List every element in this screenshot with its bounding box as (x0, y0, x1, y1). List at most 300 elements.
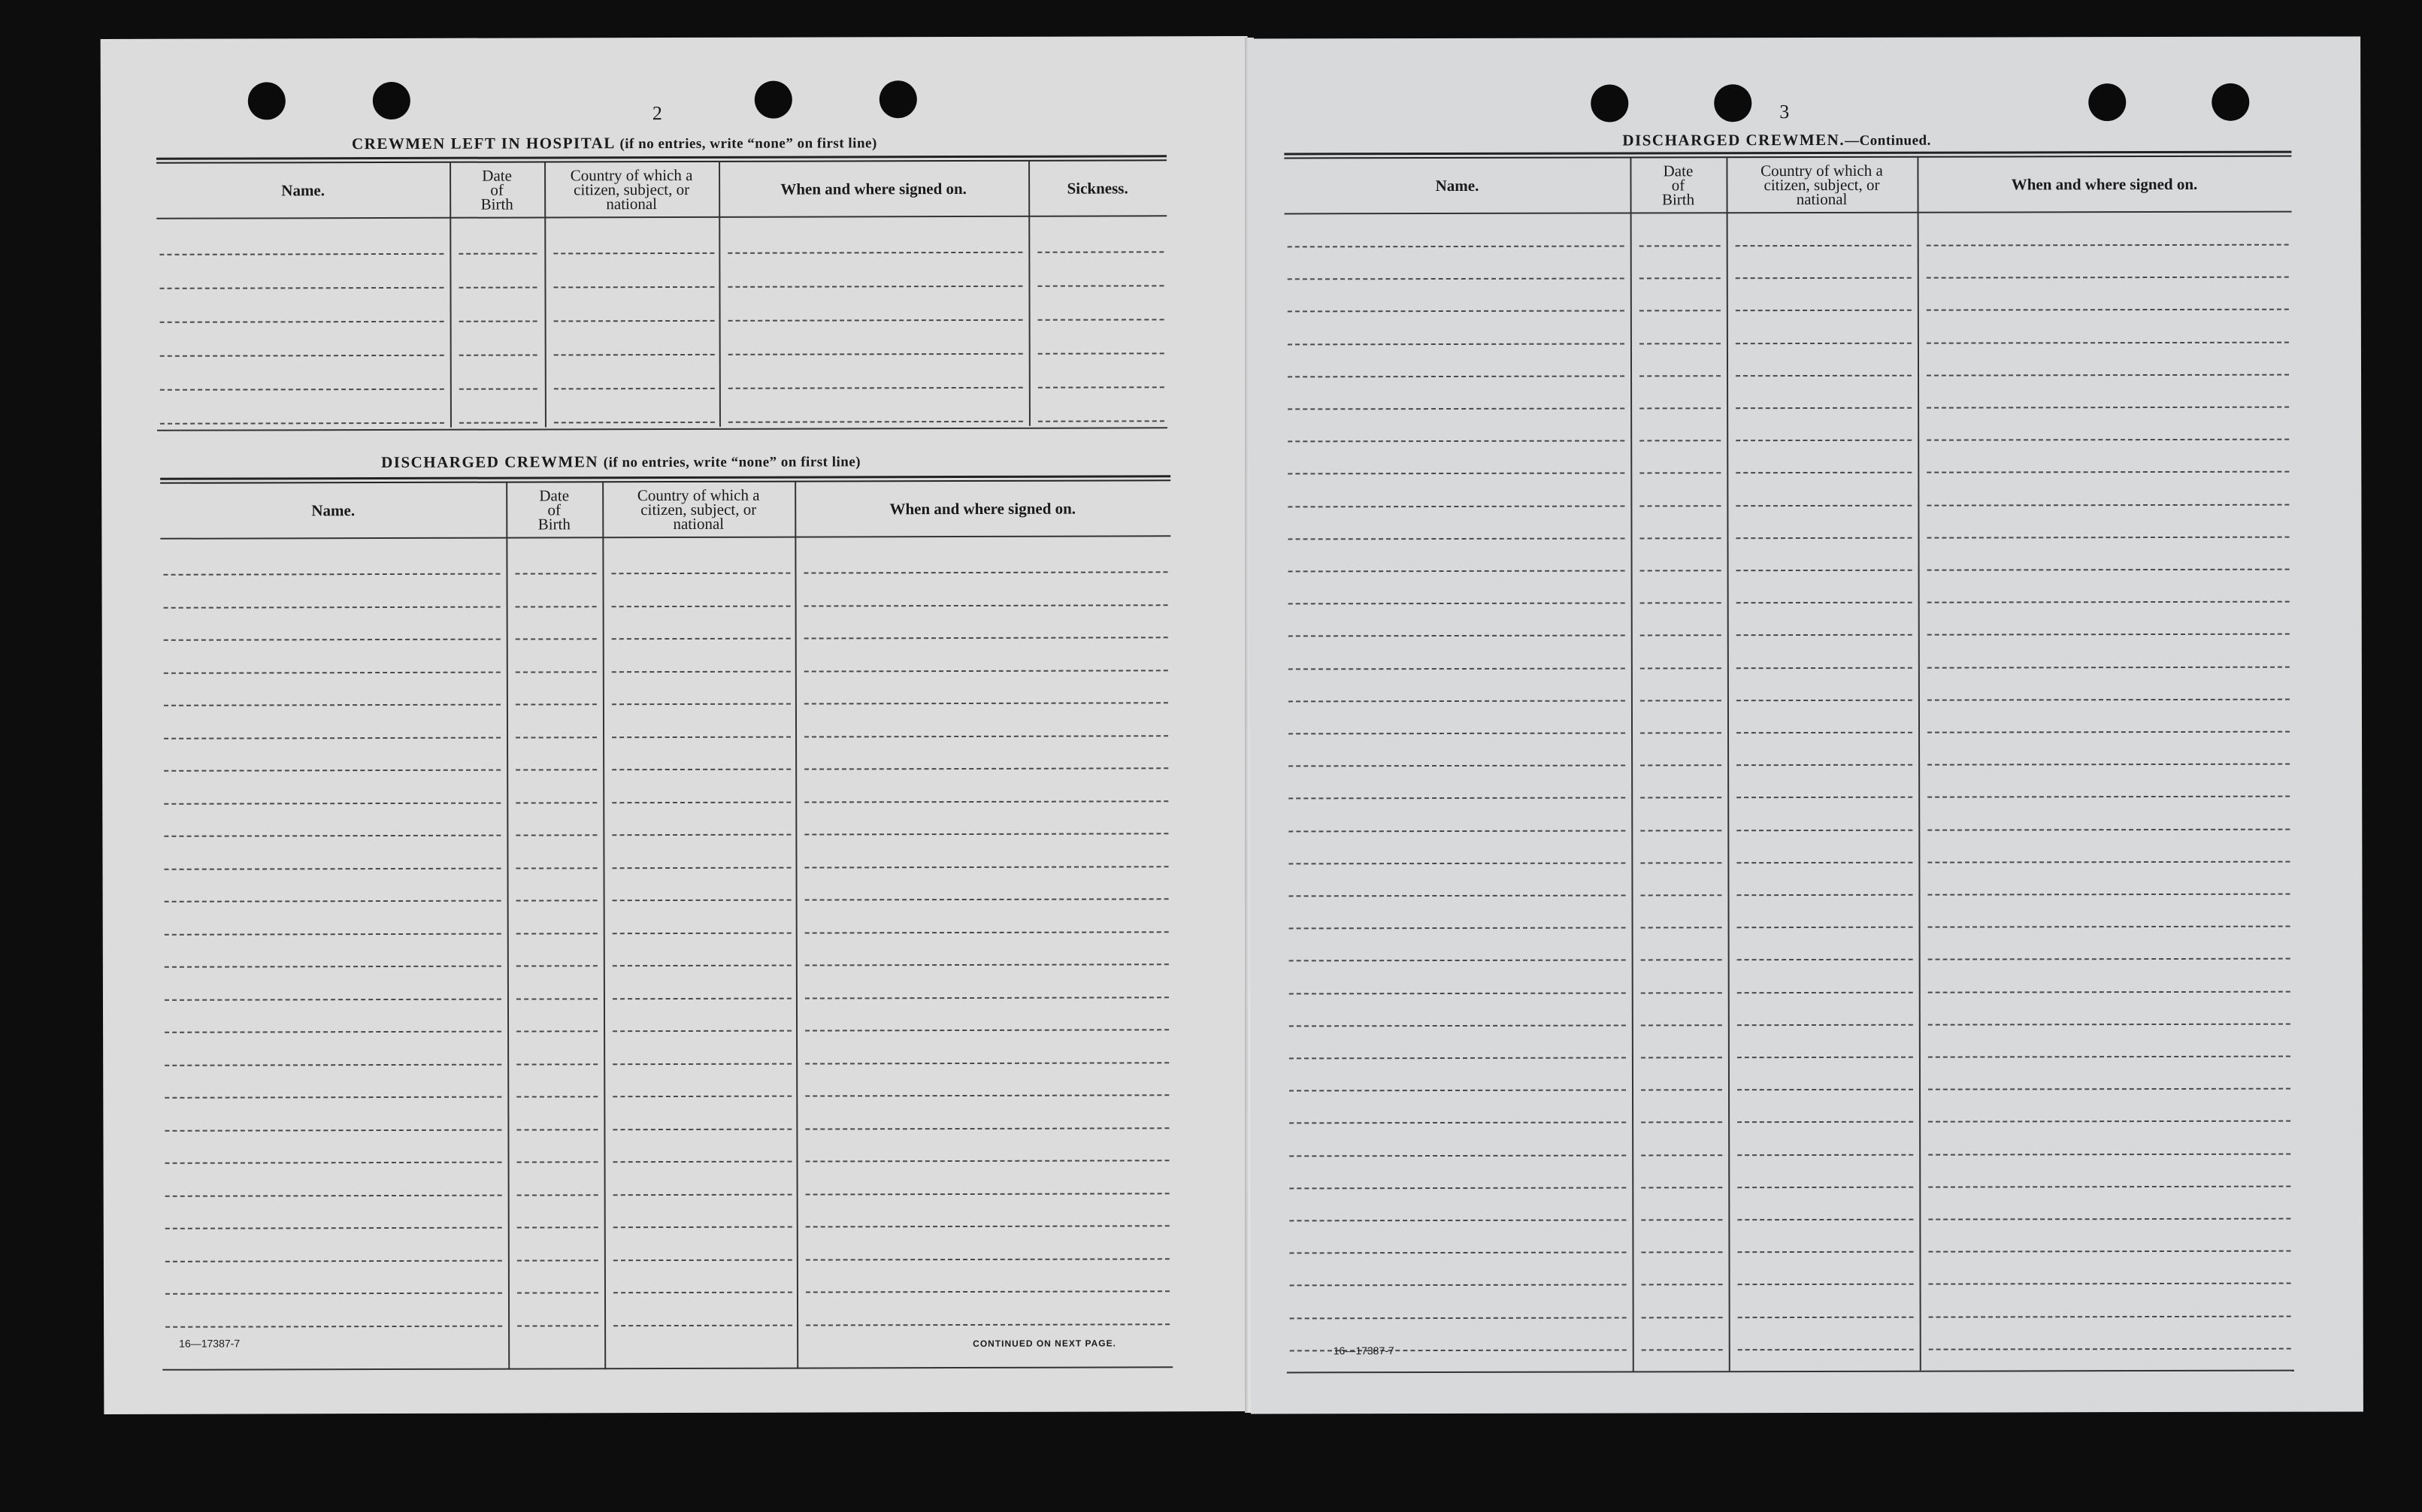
dotted-entry-line (516, 736, 597, 738)
blank-entry-row (1285, 407, 2292, 409)
dotted-entry-line (1288, 537, 1624, 540)
dotted-entry-line (1288, 278, 1624, 280)
dotted-entry-line (1288, 797, 1625, 800)
dotted-entry-line (165, 1096, 501, 1099)
dotted-entry-line (1289, 927, 1626, 930)
dotted-entry-line (1289, 1187, 1626, 1189)
blank-entry-row (1285, 860, 2293, 863)
dotted-entry-line (1737, 1219, 1913, 1220)
blank-entry-row (162, 963, 1172, 966)
dotted-entry-line (1736, 602, 1912, 603)
dotted-entry-line (804, 767, 1168, 770)
dotted-entry-line (1927, 894, 2290, 896)
dotted-entry-line (1640, 635, 1721, 637)
dotted-entry-line (165, 900, 501, 903)
punch-hole (1714, 84, 1751, 122)
dotted-entry-line (516, 1030, 598, 1032)
dotted-entry-line (1927, 634, 2290, 636)
dotted-entry-line (1038, 352, 1164, 354)
dotted-entry-line (1737, 1024, 1913, 1025)
blank-entry-row (1286, 958, 2293, 960)
blank-entry-row (156, 251, 1167, 254)
dotted-entry-line (613, 1128, 792, 1130)
dotted-entry-line (1927, 407, 2289, 409)
column-divider (1630, 158, 1633, 1371)
dotted-entry-line (612, 736, 791, 738)
blank-entry-row (1286, 1056, 2293, 1058)
dotted-entry-line (160, 389, 444, 391)
hospital-section-title (352, 133, 877, 153)
dotted-entry-line (1737, 991, 1913, 993)
dotted-entry-line (516, 834, 597, 836)
column-header-country: Country of which a citizen, subject, or national (1760, 161, 1883, 208)
hospital-title-instruction: (if no entries, write “none” on first line) (619, 135, 877, 153)
dotted-entry-line (1641, 992, 1722, 993)
blank-entry-row (161, 833, 1171, 836)
blank-entry-row (157, 352, 1167, 355)
dotted-entry-line (160, 422, 444, 425)
dotted-entry-line (613, 1292, 792, 1294)
blank-entry-row (161, 800, 1171, 803)
dotted-entry-line (1737, 1154, 1913, 1155)
punch-hole (373, 82, 410, 119)
dotted-entry-line (806, 1160, 1170, 1162)
dotted-entry-line (459, 253, 537, 254)
dotted-entry-line (804, 571, 1167, 573)
blank-entry-row (157, 386, 1167, 389)
dotted-entry-line (159, 253, 444, 256)
blank-entry-row (1286, 1218, 2293, 1220)
dotted-entry-line (804, 735, 1168, 737)
dotted-entry-line (1289, 1154, 1626, 1157)
column-divider (602, 482, 606, 1369)
dotted-entry-line (1928, 926, 2290, 928)
blank-entry-row (1285, 894, 2293, 896)
dotted-entry-line (164, 867, 501, 869)
page-number: 3 (1779, 101, 1790, 123)
blank-entry-row (1286, 1250, 2293, 1253)
dotted-entry-line (1642, 1284, 1723, 1286)
dotted-entry-line (516, 965, 598, 966)
dotted-entry-line (1927, 373, 2289, 376)
dotted-entry-line (516, 1063, 598, 1065)
dotted-entry-line (1288, 570, 1625, 573)
dotted-entry-line (165, 998, 501, 1000)
dotted-entry-line (459, 388, 537, 389)
dotted-entry-line (554, 320, 715, 322)
blank-entry-row (162, 1193, 1173, 1196)
table-bottom-rule (1287, 1370, 2294, 1374)
blank-entry-row (161, 670, 1171, 673)
dotted-entry-line (1640, 570, 1721, 571)
dotted-entry-line (1038, 319, 1164, 320)
dotted-entry-line (165, 1227, 502, 1229)
blank-entry-row (162, 1323, 1173, 1326)
dotted-entry-line (1927, 764, 2290, 766)
dotted-entry-line (1640, 667, 1721, 669)
dotted-entry-line (1736, 667, 1912, 668)
blank-entry-row (162, 1225, 1173, 1228)
dotted-entry-line (1288, 765, 1625, 767)
dotted-entry-line (1737, 1121, 1913, 1123)
dotted-entry-line (1640, 862, 1721, 863)
dotted-entry-line (517, 1325, 598, 1326)
dotted-entry-line (164, 671, 501, 673)
dotted-entry-line (1639, 343, 1721, 344)
dotted-entry-line (806, 1323, 1170, 1326)
discharged-continued-table (1284, 151, 2293, 1378)
dotted-entry-line (1927, 503, 2289, 506)
dotted-entry-line (1288, 603, 1625, 605)
dotted-entry-line (1736, 570, 1912, 571)
dotted-entry-line (1736, 764, 1912, 766)
dotted-entry-line (1927, 277, 2289, 279)
blank-entry-row (162, 1127, 1172, 1130)
dotted-entry-line (728, 353, 1023, 355)
dotted-entry-line (613, 1226, 792, 1229)
dotted-entry-line (516, 867, 597, 869)
dotted-entry-line (1641, 1154, 1722, 1156)
punch-hole (879, 80, 917, 118)
dotted-entry-line (554, 354, 715, 356)
blank-entry-row (157, 319, 1167, 322)
dotted-entry-line (554, 422, 715, 424)
dotted-entry-line (1927, 309, 2289, 311)
hospital-title-text: CREWMEN LEFT IN HOSPITAL (351, 134, 615, 153)
blank-entry-row (1285, 698, 2293, 700)
blank-entry-row (1285, 828, 2293, 830)
dotted-entry-line (516, 900, 598, 901)
dotted-entry-line (613, 965, 792, 967)
dotted-entry-line (1289, 960, 1626, 962)
dotted-entry-line (165, 1325, 502, 1327)
punch-hole (755, 81, 792, 119)
dotted-entry-line (805, 931, 1169, 933)
dotted-entry-line (517, 1226, 598, 1228)
dotted-entry-line (516, 606, 597, 607)
dotted-entry-line (1640, 894, 1721, 896)
dotted-entry-line (1736, 277, 1912, 279)
dotted-entry-line (1639, 310, 1721, 312)
blank-entry-row (1286, 1185, 2293, 1187)
dotted-entry-line (1736, 861, 1912, 863)
dotted-entry-line (164, 736, 501, 739)
dotted-entry-line (165, 1129, 501, 1131)
punch-hole (2088, 83, 2126, 121)
dotted-entry-line (1928, 1153, 2290, 1155)
blank-entry-row (1285, 439, 2292, 441)
dotted-entry-line (1038, 420, 1164, 422)
dotted-entry-line (1736, 732, 1912, 733)
column-header-name: Name. (281, 180, 325, 199)
dotted-entry-line (805, 1094, 1169, 1096)
blank-entry-row (1285, 536, 2292, 538)
dotted-entry-line (1737, 1186, 1913, 1187)
column-header-date-of-birth: Date of Birth (1661, 161, 1695, 208)
dotted-entry-line (165, 1293, 502, 1295)
dotted-entry-line (1736, 537, 1912, 539)
dotted-entry-line (1928, 990, 2290, 993)
dotted-entry-line (1737, 927, 1913, 928)
dotted-entry-line (1736, 440, 1912, 441)
table-bottom-rule (157, 427, 1167, 431)
dotted-entry-line (1929, 1283, 2291, 1285)
dotted-entry-line (1288, 700, 1625, 702)
dotted-entry-line (1289, 1057, 1626, 1060)
dotted-entry-line (1736, 310, 1912, 311)
blank-entry-row (162, 1290, 1173, 1293)
blank-entry-row (162, 931, 1172, 934)
dotted-entry-line (1639, 277, 1721, 279)
dotted-entry-line (1738, 1316, 1914, 1317)
dotted-entry-line (728, 286, 1022, 288)
blank-entry-row (162, 1029, 1172, 1032)
dotted-entry-line (516, 998, 598, 999)
blank-entry-row (161, 604, 1171, 607)
dotted-entry-line (1289, 1220, 1626, 1222)
dotted-entry-line (1738, 1348, 1914, 1350)
dotted-entry-line (1927, 341, 2289, 343)
column-header-name: Name. (1435, 176, 1479, 195)
dotted-entry-line (1927, 860, 2290, 863)
blank-entry-row (1286, 990, 2293, 993)
blank-entry-row (1286, 1153, 2293, 1155)
dotted-entry-line (516, 703, 597, 705)
blank-entry-row (161, 767, 1171, 770)
column-divider (1726, 158, 1730, 1371)
dotted-entry-line (612, 670, 791, 673)
column-header-sickness: Sickness. (1067, 178, 1128, 198)
dotted-entry-line (1640, 700, 1721, 701)
dotted-entry-line (1288, 862, 1625, 864)
dotted-entry-line (164, 606, 501, 608)
dotted-entry-line (1929, 1315, 2291, 1317)
dotted-entry-line (612, 769, 791, 771)
dotted-entry-line (1641, 1219, 1722, 1220)
discharged-title-instruction: (if no entries, write “none” on first line) (603, 454, 861, 471)
dotted-entry-line (611, 573, 790, 575)
dotted-entry-line (1641, 1251, 1722, 1253)
dotted-entry-line (1640, 732, 1721, 733)
dotted-entry-line (1289, 1090, 1626, 1092)
continued-title-text: DISCHARGED CREWMEN. (1622, 130, 1845, 150)
dotted-entry-line (806, 1258, 1170, 1260)
dotted-entry-line (613, 1161, 792, 1163)
dotted-entry-line (459, 354, 537, 355)
dotted-entry-line (1290, 1284, 1627, 1287)
dotted-entry-line (805, 898, 1169, 900)
dotted-entry-line (1289, 1252, 1626, 1254)
dotted-entry-line (612, 866, 791, 869)
dotted-entry-line (804, 604, 1168, 606)
dotted-entry-line (804, 833, 1168, 835)
dotted-entry-line (164, 835, 501, 837)
blank-entry-row (157, 420, 1167, 423)
dotted-entry-line (805, 1029, 1169, 1031)
dotted-entry-line (160, 321, 444, 323)
dotted-entry-line (516, 638, 597, 640)
dotted-entry-line (1640, 830, 1721, 831)
dotted-entry-line (1927, 536, 2289, 538)
blank-entry-row (1285, 666, 2293, 668)
column-header-date-of-birth: Date of Birth (537, 485, 571, 533)
dotted-entry-line (612, 834, 791, 836)
dotted-entry-line (1928, 1218, 2290, 1220)
dotted-entry-line (1736, 634, 1912, 636)
dotted-entry-line (1927, 666, 2290, 668)
blank-entry-row (1285, 796, 2293, 798)
dotted-entry-line (1288, 408, 1624, 410)
dotted-entry-line (1642, 1349, 1723, 1350)
dotted-entry-line (1639, 473, 1721, 474)
continued-title-suffix: —Continued. (1845, 132, 1931, 149)
dotted-entry-line (1736, 829, 1912, 830)
blank-entry-row (162, 898, 1172, 901)
right-page (1248, 36, 2363, 1414)
dotted-entry-line (165, 1031, 501, 1033)
dotted-entry-line (159, 287, 444, 289)
dotted-entry-line (164, 704, 501, 706)
dotted-entry-line (1640, 797, 1721, 799)
dotted-entry-line (1288, 505, 1624, 507)
dotted-entry-line (515, 573, 596, 574)
dotted-entry-line (553, 286, 714, 289)
dotted-entry-line (1736, 407, 1912, 409)
blank-entry-row (1286, 926, 2293, 928)
dotted-entry-line (1641, 1024, 1722, 1026)
dotted-entry-line (165, 1259, 502, 1262)
blank-entry-row (161, 702, 1171, 705)
dotted-entry-line (1641, 1187, 1722, 1188)
dotted-entry-line (516, 1129, 598, 1130)
dotted-entry-line (553, 253, 714, 255)
dotted-entry-line (1928, 1056, 2290, 1058)
blank-entry-row (1285, 471, 2292, 473)
blank-entry-row (161, 637, 1171, 640)
blank-entry-row (162, 1258, 1173, 1261)
blank-entry-row (162, 1062, 1172, 1065)
dotted-entry-line (1289, 992, 1626, 994)
column-divider (506, 483, 510, 1370)
blank-entry-row (1285, 341, 2292, 343)
dotted-entry-line (554, 388, 715, 390)
dotted-entry-line (165, 1194, 502, 1196)
dotted-entry-line (1927, 569, 2290, 571)
dotted-entry-line (1736, 375, 1912, 376)
blank-entry-row (1287, 1315, 2294, 1317)
blank-entry-row (1285, 277, 2292, 279)
blank-entry-row (1285, 309, 2292, 311)
column-header-country: Country of which a citizen, subject, or national (570, 165, 693, 213)
page-number: 2 (652, 102, 662, 125)
dotted-entry-line (612, 638, 791, 640)
dotted-entry-line (1927, 601, 2290, 603)
dotted-entry-line (804, 800, 1168, 803)
punch-hole (248, 82, 286, 119)
dotted-entry-line (165, 933, 501, 935)
dotted-entry-line (1289, 1024, 1626, 1027)
dotted-entry-line (160, 355, 444, 357)
dotted-entry-line (804, 670, 1168, 672)
dotted-entry-line (163, 573, 500, 576)
dotted-entry-line (459, 286, 537, 288)
blank-entry-row (1287, 1347, 2294, 1350)
dotted-entry-line (728, 252, 1022, 254)
dotted-entry-line (613, 1324, 792, 1326)
dotted-entry-line (806, 1193, 1170, 1195)
blank-entry-row (1286, 1120, 2293, 1123)
dotted-entry-line (1736, 504, 1912, 506)
dotted-entry-line (1737, 1057, 1913, 1058)
dotted-entry-line (1288, 830, 1625, 832)
dotted-entry-line (165, 1063, 501, 1066)
dotted-entry-line (1288, 246, 1624, 248)
dotted-entry-line (1737, 1089, 1913, 1090)
dotted-entry-line (1639, 440, 1721, 441)
dotted-entry-line (517, 1259, 598, 1261)
dotted-entry-line (728, 387, 1023, 389)
dotted-entry-line (1640, 602, 1721, 603)
dotted-entry-line (1288, 895, 1625, 897)
dotted-entry-line (1639, 537, 1721, 539)
dotted-entry-line (1288, 635, 1625, 637)
dotted-entry-line (1288, 733, 1625, 735)
dotted-entry-line (728, 319, 1023, 322)
dotted-entry-line (804, 637, 1168, 639)
dotted-entry-line (1927, 471, 2289, 473)
blank-entry-row (1285, 373, 2292, 376)
dotted-entry-line (1928, 1023, 2290, 1025)
dotted-entry-line (1288, 343, 1624, 345)
dotted-entry-line (1927, 439, 2289, 441)
dotted-entry-line (1736, 894, 1912, 896)
continued-note: CONTINUED ON NEXT PAGE. (973, 1338, 1116, 1349)
blank-entry-row (160, 571, 1170, 574)
table-bottom-rule (162, 1366, 1173, 1371)
dotted-entry-line (613, 1259, 792, 1261)
dotted-entry-line (1736, 797, 1912, 798)
blank-entry-row (1285, 569, 2293, 571)
hospital-table (156, 155, 1167, 431)
dotted-entry-line (1288, 310, 1624, 313)
blank-entry-row (1285, 634, 2293, 636)
dotted-entry-line (1641, 927, 1722, 928)
dotted-entry-line (1640, 764, 1721, 766)
dotted-entry-line (1927, 698, 2290, 700)
dotted-entry-line (1639, 245, 1721, 246)
dotted-entry-line (516, 769, 597, 770)
dotted-entry-line (1928, 1185, 2290, 1187)
dotted-entry-line (1928, 958, 2290, 960)
dotted-entry-line (1736, 245, 1912, 246)
dotted-entry-line (517, 1161, 598, 1163)
dotted-entry-line (805, 1062, 1169, 1064)
dotted-entry-line (612, 703, 791, 706)
dotted-entry-line (1642, 1317, 1723, 1318)
dotted-entry-line (613, 1063, 792, 1065)
blank-entry-row (1285, 731, 2293, 733)
dotted-entry-line (164, 770, 501, 772)
dotted-entry-line (1288, 473, 1624, 475)
dotted-entry-line (1641, 1122, 1722, 1123)
dotted-entry-line (1037, 251, 1164, 253)
blank-entry-row (1286, 1088, 2293, 1090)
dotted-entry-line (1289, 1122, 1626, 1124)
dotted-entry-line (516, 671, 597, 673)
dotted-entry-line (613, 997, 792, 999)
dotted-entry-line (517, 1292, 598, 1293)
dotted-entry-line (806, 1290, 1170, 1293)
